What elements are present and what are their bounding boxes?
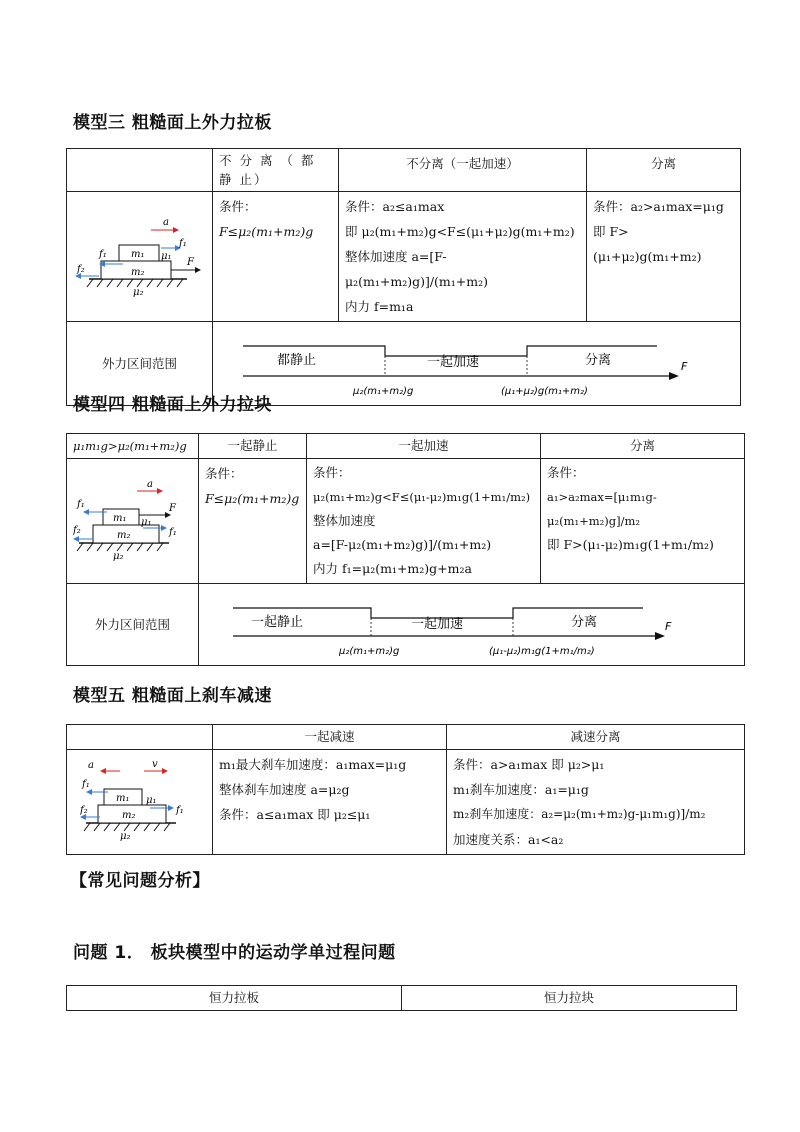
- model4-table: [66, 433, 745, 666]
- svg-text:f₁: f₁: [98, 248, 107, 260]
- problem1-table: [66, 985, 737, 1011]
- range-seg-sep: 分离: [585, 353, 612, 368]
- svg-text:f₁: f₁: [81, 779, 90, 790]
- model5-table: [66, 724, 745, 855]
- svg-text:F: F: [186, 256, 194, 268]
- svg-text:f₁: f₁: [77, 499, 85, 510]
- model3-heading: 模型三 粗糙面上外力拉板: [73, 113, 272, 133]
- problem1-col2: 恒力拉块: [402, 986, 737, 1011]
- svg-text:f₁: f₁: [169, 527, 177, 538]
- model5-corner: [67, 725, 213, 750]
- svg-text:a: a: [147, 479, 153, 490]
- svg-text:m₁: m₁: [115, 793, 129, 804]
- svg-text:一起静止: 一起静止: [251, 615, 304, 630]
- model3-block-diagram: [75, 217, 205, 297]
- model4-static-cond: 条件： F≤μ₂(m₁+m₂)g: [199, 459, 307, 584]
- svg-text:v: v: [151, 759, 158, 770]
- model5-diagram-cell: [67, 750, 213, 855]
- svg-text:一起加速: 一起加速: [411, 617, 464, 632]
- model3-col1: 不 分 离 （ 都 静 止）: [213, 149, 339, 192]
- range-threshold-1: μ₂(m₁+m₂)g: [353, 386, 414, 397]
- model5-col2: 减速分离: [447, 725, 745, 750]
- model3-range-label: 外力区间范围: [67, 322, 213, 406]
- diagram-label-a: a: [162, 216, 169, 228]
- svg-text:f₂: f₂: [79, 805, 88, 816]
- model4-range-label: 外力区间范围: [67, 584, 199, 666]
- model3-col3: 分离: [587, 149, 741, 192]
- model5-col1: 一起减速: [213, 725, 447, 750]
- model4-block-diagram: [73, 477, 193, 565]
- svg-text:μ₁: μ₁: [141, 517, 152, 528]
- model4-col2: 一起加速: [307, 434, 541, 459]
- svg-text:μ₂: μ₂: [113, 551, 124, 562]
- svg-text:m₂: m₂: [121, 810, 135, 821]
- svg-text:F: F: [681, 360, 688, 373]
- model4-col3: 分离: [541, 434, 745, 459]
- svg-text:f₂: f₂: [76, 263, 85, 275]
- svg-text:m₂: m₂: [117, 530, 131, 541]
- svg-text:m₁: m₁: [130, 248, 144, 260]
- svg-text:μ₂(m₁+m₂)g: μ₂(m₁+m₂)g: [339, 646, 400, 657]
- model4-range-cell: [199, 584, 745, 666]
- model4-diagram-cell: [67, 459, 199, 584]
- model3-range-cell: [213, 322, 741, 406]
- section-heading: 【常见问题分析】: [70, 871, 210, 891]
- model5-heading: 模型五 粗糙面上刹车减速: [73, 686, 272, 706]
- model5-block-diagram: [80, 759, 200, 845]
- svg-text:f₁: f₁: [178, 237, 187, 249]
- model5-together-cond: m₁最大刹车加速度：a₁max=μ₁g 整体刹车加速度 a=μ₂g 条件：a≤a₁max 即 μ₂≤μ₁: [213, 750, 447, 855]
- model3-force-range: [213, 322, 739, 404]
- model4-force-range: [199, 584, 743, 664]
- model3-static-cond: 条件： F≤μ₂(m₁+m₂)g: [213, 192, 339, 322]
- svg-text:μ₂: μ₂: [119, 831, 131, 842]
- range-threshold-2: (μ₁+μ₂)g(m₁+m₂): [501, 386, 588, 397]
- model4-sep-cond: 条件： a₁>a₂max=[μ₁m₁g-μ₂(m₁+m₂)g]/m₂ 即 F>(μ₁-μ₂)m₁g(1+m₁/m₂): [541, 459, 745, 584]
- svg-text:μ₁: μ₁: [145, 795, 157, 806]
- model3-sep-cond: 条件：a₂>a₁max=μ₁g 即 F>(μ₁+μ₂)g(m₁+m₂): [587, 192, 741, 322]
- model4-heading: 模型四 粗糙面上外力拉块: [73, 395, 272, 415]
- model5-sep-cond: 条件：a>a₁max 即 μ₂>μ₁ m₁刹车加速度：a₁=μ₁g m₂刹车加速度：a₂=μ₂(m₁+m₂)g-μ₁m₁g)]/m₂ 加速度关系：a₁<a₂: [447, 750, 745, 855]
- svg-text:f₂: f₂: [73, 525, 81, 536]
- svg-text:a: a: [87, 760, 94, 771]
- svg-text:f₁: f₁: [175, 805, 184, 816]
- model3-corner: [67, 149, 213, 192]
- range-seg-static: 都静止: [277, 353, 317, 368]
- svg-text:F: F: [169, 503, 176, 514]
- svg-text:F: F: [665, 620, 672, 633]
- range-seg-accel: 一起加速: [427, 355, 480, 370]
- svg-text:m₂: m₂: [130, 266, 144, 278]
- problem1-col1: 恒力拉板: [67, 986, 402, 1011]
- svg-text:μ₁: μ₁: [160, 250, 172, 262]
- model3-diagram-cell: [67, 192, 213, 322]
- svg-text:分离: 分离: [571, 615, 598, 630]
- problem1-heading: 问题 1． 板块模型中的运动学单过程问题: [73, 943, 396, 963]
- svg-text:μ₂: μ₂: [132, 286, 144, 297]
- model3-col2: 不分离（一起加速）: [339, 149, 587, 192]
- model4-condition: μ₁m₁g>μ₂(m₁+m₂)g: [67, 434, 199, 459]
- model4-col1: 一起静止: [199, 434, 307, 459]
- svg-text:m₁: m₁: [113, 513, 127, 524]
- svg-text:(μ₁-μ₂)m₁g(1+m₁/m₂): (μ₁-μ₂)m₁g(1+m₁/m₂): [489, 646, 595, 657]
- model3-accel-cond: 条件：a₂≤a₁max 即 μ₂(m₁+m₂)g<F≤(μ₁+μ₂)g(m₁+m₂) 整体加速度 a=[F-μ₂(m₁+m₂)g)]/(m₁+m₂) 内力 f=m₁a: [339, 192, 587, 322]
- model4-accel-cond: 条件： μ₂(m₁+m₂)g<F≤(μ₁-μ₂)m₁g(1+m₁/m₂) 整体加速度 a=[F-μ₂(m₁+m₂)g)]/(m₁+m₂) 内力 f₁=μ₂(m₁+m₂)g+m₂a: [307, 459, 541, 584]
- model3-table: [66, 148, 741, 406]
